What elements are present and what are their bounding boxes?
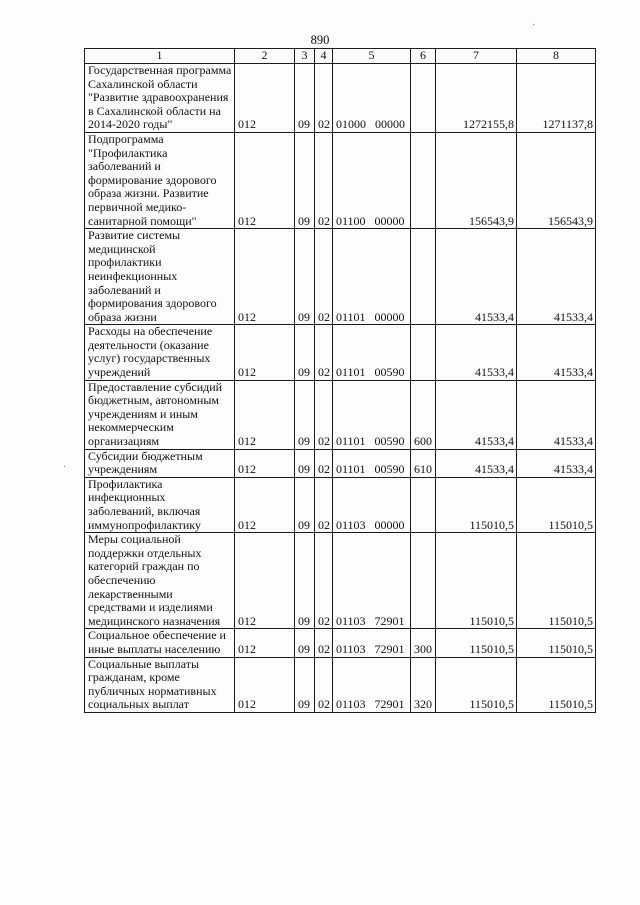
amount-col-7: 1272155,8 bbox=[436, 64, 517, 133]
admin-code: 012 bbox=[235, 132, 295, 228]
scan-speck: · bbox=[532, 20, 536, 31]
subsection-code: 02 bbox=[315, 629, 333, 657]
amount-col-8: 41533,4 bbox=[517, 229, 596, 325]
admin-code: 012 bbox=[235, 533, 295, 629]
amount-col-8: 41533,4 bbox=[517, 380, 596, 449]
admin-code: 012 bbox=[235, 380, 295, 449]
row-name: Субсидии бюджетным учреждениям bbox=[85, 449, 235, 477]
amount-col-7: 115010,5 bbox=[436, 477, 517, 532]
amount-col-7: 41533,4 bbox=[436, 449, 517, 477]
target-code: 01000 00000 bbox=[333, 64, 411, 133]
table-row bbox=[85, 533, 596, 629]
row-name: Социальные выплаты гражданам, кроме публичных нормативных социальных выплат bbox=[85, 657, 235, 712]
table-row bbox=[85, 132, 596, 228]
amount-col-7: 41533,4 bbox=[436, 229, 517, 325]
column-header: 7 bbox=[436, 49, 517, 64]
amount-col-8: 115010,5 bbox=[517, 657, 596, 712]
amount-col-7: 41533,4 bbox=[436, 325, 517, 380]
amount-col-7: 156543,9 bbox=[436, 132, 517, 228]
table-row bbox=[85, 629, 596, 657]
expense-type-code bbox=[411, 533, 436, 629]
expense-type-code bbox=[411, 325, 436, 380]
section-code: 09 bbox=[295, 629, 315, 657]
target-code: 01103 72901 bbox=[333, 657, 411, 712]
column-header: 5 bbox=[333, 49, 411, 64]
target-code: 01103 00000 bbox=[333, 477, 411, 532]
table-row bbox=[85, 380, 596, 449]
admin-code: 012 bbox=[235, 325, 295, 380]
table-row bbox=[85, 449, 596, 477]
admin-code: 012 bbox=[235, 64, 295, 133]
subsection-code: 02 bbox=[315, 449, 333, 477]
row-name: Расходы на обеспечение деятельности (оказание услуг) государственных учреждений bbox=[85, 325, 235, 380]
row-name: Развитие системы медицинской профилактики неинфекционных заболеваний и формирования здорового образа жизни bbox=[85, 229, 235, 325]
row-name: Меры социальной поддержки отдельных категорий граждан по обеспечению лекарственными средствами и изделиями медицинского назначения bbox=[85, 533, 235, 629]
target-code: 01103 72901 bbox=[333, 629, 411, 657]
section-code: 09 bbox=[295, 449, 315, 477]
subsection-code: 02 bbox=[315, 380, 333, 449]
subsection-code: 02 bbox=[315, 64, 333, 133]
section-code: 09 bbox=[295, 533, 315, 629]
column-header: 1 bbox=[85, 49, 235, 64]
amount-col-7: 41533,4 bbox=[436, 380, 517, 449]
subsection-code: 02 bbox=[315, 533, 333, 629]
subsection-code: 02 bbox=[315, 477, 333, 532]
amount-col-7: 115010,5 bbox=[436, 533, 517, 629]
amount-col-7: 115010,5 bbox=[436, 629, 517, 657]
expense-type-code bbox=[411, 64, 436, 133]
expense-type-code: 600 bbox=[411, 380, 436, 449]
row-name: Профилактика инфекционных заболеваний, включая иммунопрофилактику bbox=[85, 477, 235, 532]
table-row bbox=[85, 64, 596, 133]
scan-speck: · bbox=[63, 462, 67, 473]
target-code: 01101 00590 bbox=[333, 380, 411, 449]
row-name: Подпрограмма "Профилактика заболеваний и формирование здорового образа жизни. Развитие первичной медико-санитарной помощи" bbox=[85, 132, 235, 228]
expense-type-code bbox=[411, 132, 436, 228]
table-row bbox=[85, 229, 596, 325]
column-header: 2 bbox=[235, 49, 295, 64]
amount-col-8: 41533,4 bbox=[517, 325, 596, 380]
column-header: 6 bbox=[411, 49, 436, 64]
admin-code: 012 bbox=[235, 449, 295, 477]
amount-col-8: 1271137,8 bbox=[517, 64, 596, 133]
admin-code: 012 bbox=[235, 477, 295, 532]
target-code: 01101 00590 bbox=[333, 449, 411, 477]
section-code: 09 bbox=[295, 64, 315, 133]
row-name: Государственная программа Сахалинской области "Развитие здравоохранения в Сахалинской области на 2014-2020 годы" bbox=[85, 64, 235, 133]
section-code: 09 bbox=[295, 380, 315, 449]
amount-col-7: 115010,5 bbox=[436, 657, 517, 712]
expense-type-code: 610 bbox=[411, 449, 436, 477]
target-code: 01101 00590 bbox=[333, 325, 411, 380]
section-code: 09 bbox=[295, 657, 315, 712]
expense-type-code bbox=[411, 477, 436, 532]
table-row bbox=[85, 325, 596, 380]
subsection-code: 02 bbox=[315, 325, 333, 380]
row-name: Социальное обеспечение и иные выплаты населению bbox=[85, 629, 235, 657]
section-code: 09 bbox=[295, 325, 315, 380]
amount-col-8: 115010,5 bbox=[517, 477, 596, 532]
column-header: 4 bbox=[315, 49, 333, 64]
admin-code: 012 bbox=[235, 657, 295, 712]
column-header: 3 bbox=[295, 49, 315, 64]
row-name: Предоставление субсидий бюджетным, автономным учреждениям и иным некоммерческим организациям bbox=[85, 380, 235, 449]
table-row bbox=[85, 657, 596, 712]
budget-table bbox=[84, 48, 596, 713]
column-header: 8 bbox=[517, 49, 596, 64]
page-number: 890 bbox=[310, 33, 330, 47]
expense-type-code bbox=[411, 229, 436, 325]
table-row bbox=[85, 477, 596, 532]
section-code: 09 bbox=[295, 229, 315, 325]
subsection-code: 02 bbox=[315, 229, 333, 325]
target-code: 01100 00000 bbox=[333, 132, 411, 228]
admin-code: 012 bbox=[235, 229, 295, 325]
expense-type-code: 320 bbox=[411, 657, 436, 712]
column-number-row bbox=[85, 49, 596, 64]
section-code: 09 bbox=[295, 477, 315, 532]
amount-col-8: 156543,9 bbox=[517, 132, 596, 228]
amount-col-8: 115010,5 bbox=[517, 629, 596, 657]
subsection-code: 02 bbox=[315, 132, 333, 228]
admin-code: 012 bbox=[235, 629, 295, 657]
target-code: 01101 00000 bbox=[333, 229, 411, 325]
target-code: 01103 72901 bbox=[333, 533, 411, 629]
subsection-code: 02 bbox=[315, 657, 333, 712]
section-code: 09 bbox=[295, 132, 315, 228]
expense-type-code: 300 bbox=[411, 629, 436, 657]
amount-col-8: 115010,5 bbox=[517, 533, 596, 629]
amount-col-8: 41533,4 bbox=[517, 449, 596, 477]
